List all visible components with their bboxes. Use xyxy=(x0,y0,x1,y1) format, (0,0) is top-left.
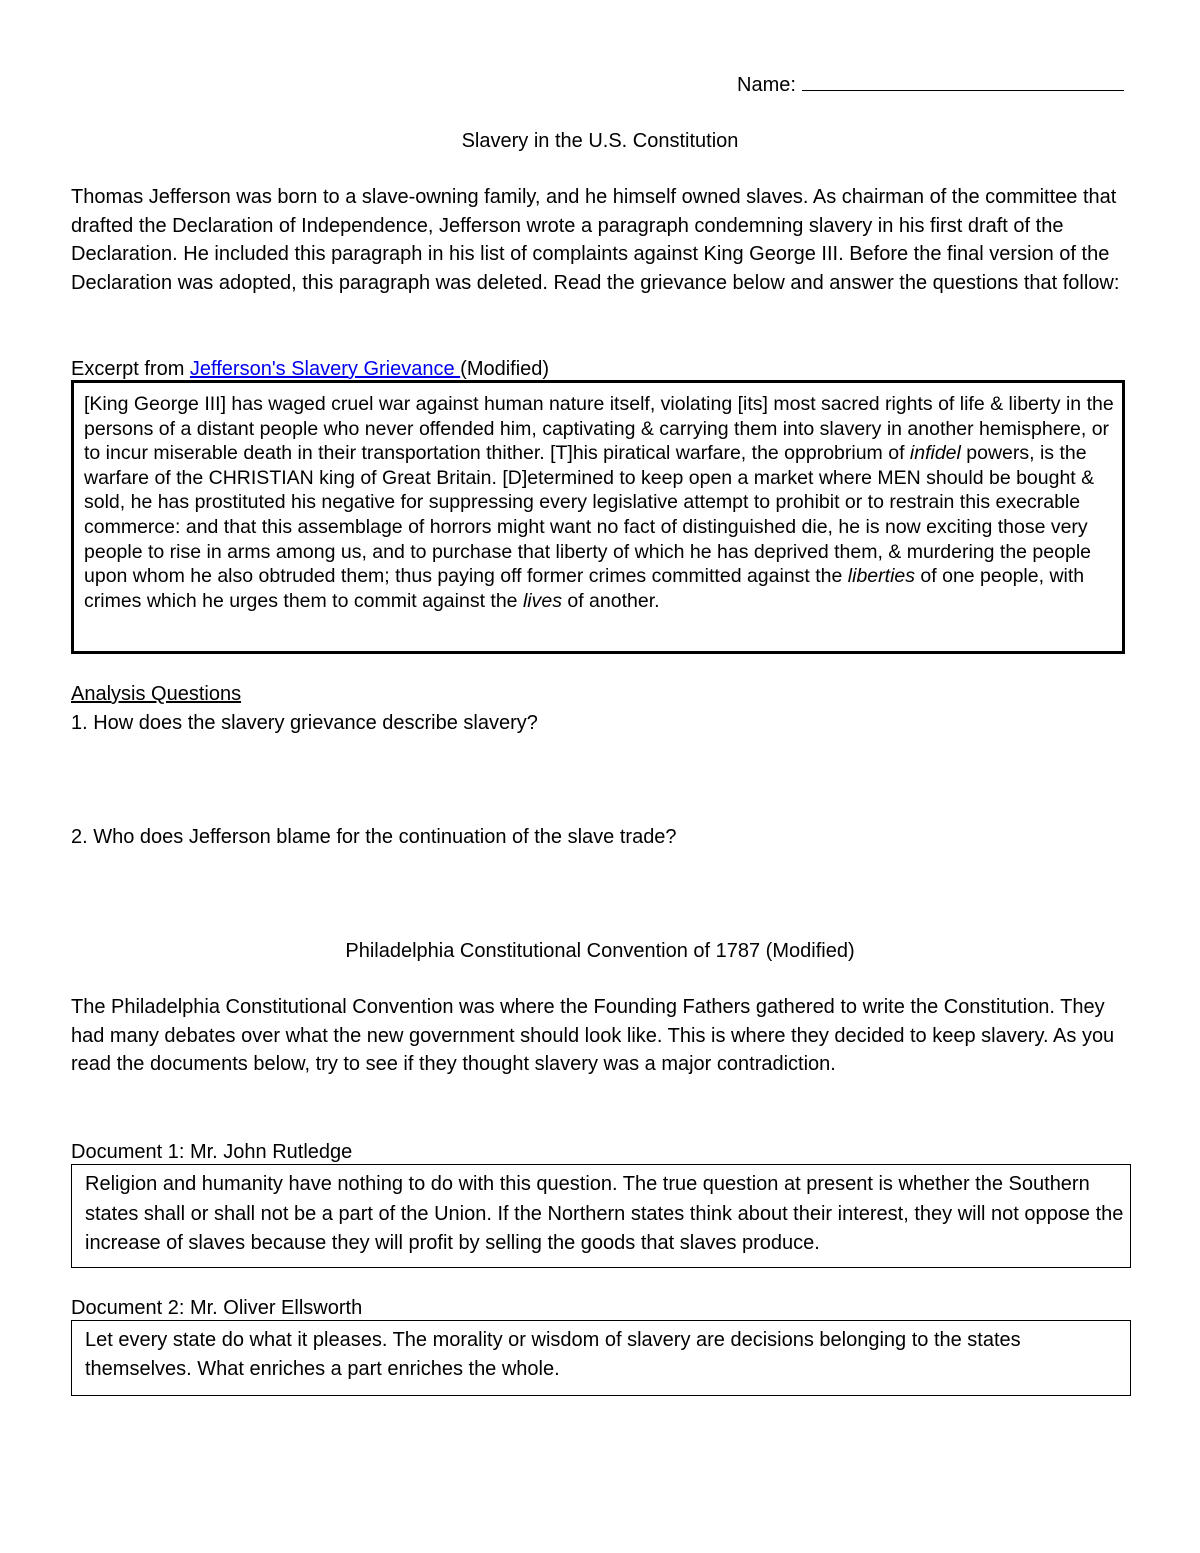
convention-title: Philadelphia Constitutional Convention of 1787 (Modified) xyxy=(345,940,855,962)
name-blank-line[interactable] xyxy=(802,72,1124,91)
excerpt-prefix: Excerpt from xyxy=(71,358,190,380)
document-1-text: Religion and humanity have nothing to do with this question. The true question at present is whether the Southern states shall or shall not be a part of the Union. If the Northern states think about their interest, they will not oppose the increase of slaves because they will profit by selling the goods that slaves produce. xyxy=(85,1173,1124,1254)
grievance-text-part4: of another. xyxy=(561,589,660,612)
grievance-text-part2: powers, is the warfare of the CHRISTIAN king of Great Britain. [D]etermined to keep open a market where MEN should be bought & sold, he has prostituted his negative for suppressing every legislative attempt to prohibit or to restrain this execrable commerce: and that this assemblage of horrors might want no fact of distinguished die, he is now exciting those very people to rise in arms among us, and to purchase that liberty of which he has deprived them, & murdering the people upon whom he also obtruded them; thus paying off former crimes committed against the xyxy=(84,442,1095,588)
grievance-italic-infidel: infidel xyxy=(909,442,961,465)
document-1-box xyxy=(71,1164,1131,1268)
excerpt-suffix: (Modified) xyxy=(460,358,550,380)
document-1-label: Document 1: Mr. John Rutledge xyxy=(71,1141,353,1163)
grievance-text xyxy=(84,392,1124,613)
question-2: 2. Who does Jefferson blame for the continuation of the slave trade? xyxy=(71,826,677,848)
question-1: 1. How does the slavery grievance describe slavery? xyxy=(71,712,538,734)
document-2-box xyxy=(71,1320,1131,1396)
grievance-italic-lives: lives xyxy=(522,589,562,612)
grievance-text-part3: of one people, with crimes which he urges them to commit against the xyxy=(84,565,1085,612)
excerpt-heading xyxy=(71,356,549,382)
grievance-italic-liberties: liberties xyxy=(847,565,915,588)
intro-paragraph: Thomas Jefferson was born to a slave-owning family, and he himself owned slaves. As chairman of the committee that drafted the Declaration of Independence, Jefferson wrote a paragraph condemning slavery in his first draft of the Declaration. He included this paragraph in his list of complaints against King George III. Before the final version of the Declaration was adopted, this paragraph was deleted. Read the grievance below and answer the questions that follow: xyxy=(71,186,1120,294)
analysis-heading: Analysis Questions xyxy=(71,683,242,705)
jefferson-grievance-link[interactable]: Jefferson's Slavery Grievance xyxy=(189,358,461,380)
page-title: Slavery in the U.S. Constitution xyxy=(461,130,739,152)
convention-intro: The Philadelphia Constitutional Convention was where the Founding Fathers gathered to write the Constitution. They had many debates over what the new government should look like. This is where they decided to keep slavery. As you read the documents below, try to see if they thought slavery was a major contradiction. xyxy=(71,996,1115,1075)
document-2-label: Document 2: Mr. Oliver Ellsworth xyxy=(71,1297,363,1319)
grievance-excerpt-box xyxy=(71,380,1125,654)
name-field[interactable] xyxy=(737,72,1124,98)
document-2-text: Let every state do what it pleases. The morality or wisdom of slavery are decisions belonging to the states themselves. What enriches a part enriches the whole. xyxy=(85,1329,1021,1380)
name-label: Name: xyxy=(737,74,796,96)
grievance-text-part1: [King George III] has waged cruel war against human nature itself, violating [its] most sacred rights of life & liberty in the persons of a distant people who never offended him, captivating & carrying them into slavery in another hemisphere, or to incur miserable death in their transportation thither. [T]his piratical warfare, the opprobrium of xyxy=(84,393,1114,465)
